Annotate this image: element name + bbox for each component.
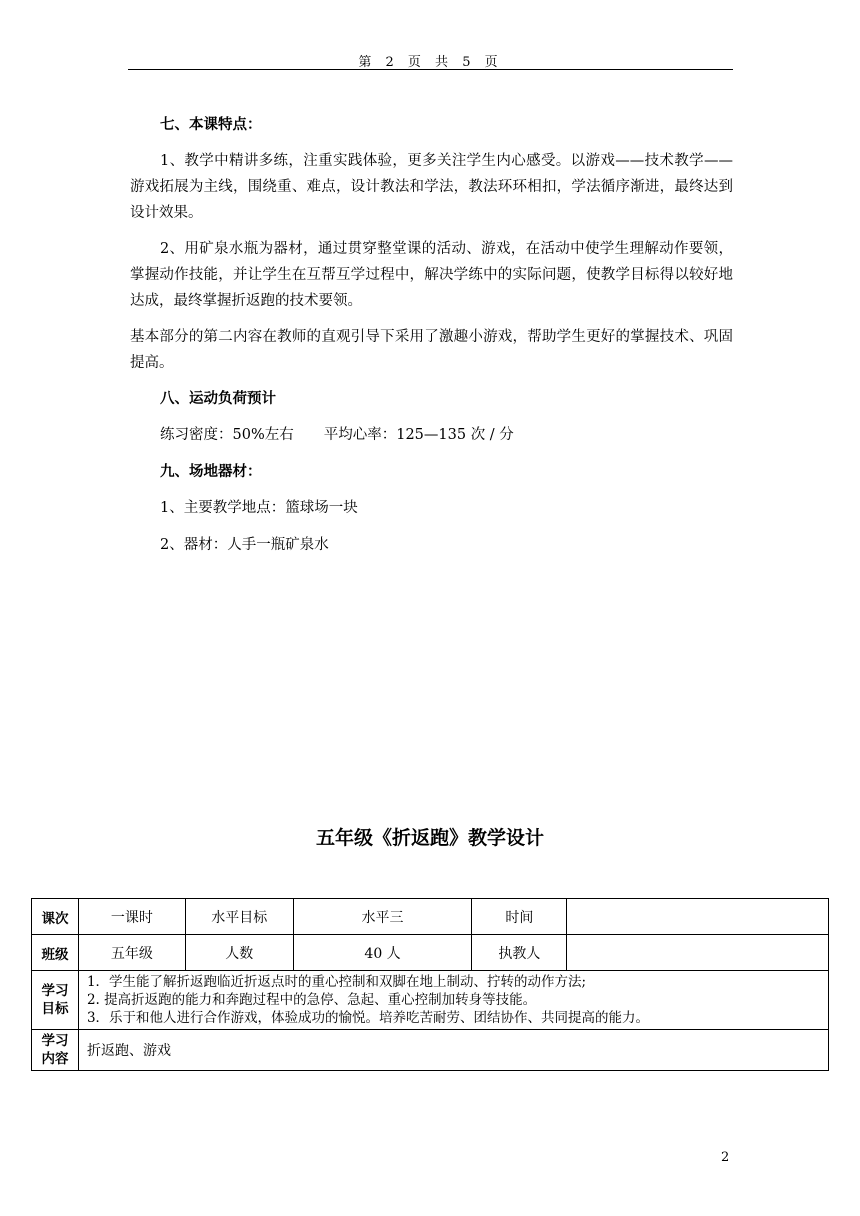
label-teacher: 执教人 [472, 935, 567, 971]
document-title: 五年级《折返跑》教学设计 [315, 827, 544, 849]
content-cell: 折返跑、游戏 [78, 1030, 828, 1071]
label-class: 班级 [32, 935, 79, 971]
goal-item-2: 2. 提高折返跑的能力和奔跑过程中的急停、急起、重心控制加转身等技能。 [86, 992, 537, 1008]
load-heart-rate: 平均心率：125—135 次 / 分 [323, 427, 514, 443]
goals-cell [78, 971, 828, 1030]
label-goals [32, 971, 79, 1030]
value-lesson: 一课时 [78, 899, 185, 935]
table-row-lesson [32, 899, 829, 935]
table-row-content [32, 1030, 829, 1071]
label-lesson: 课次 [32, 899, 79, 935]
lesson-plan-table [31, 898, 829, 1071]
value-time [567, 899, 829, 935]
value-class: 五年级 [78, 935, 185, 971]
load-density: 练习密度：50%左右 [160, 427, 294, 443]
body-text [130, 112, 733, 569]
label-content [32, 1030, 79, 1071]
value-count: 40 人 [293, 935, 472, 971]
label-goals-line-2: 目标 [41, 1001, 69, 1017]
goal-item-1: 1．学生能了解折返跑临近折返点时的重心控制和双脚在地上制动、拧转的动作方法; [86, 974, 587, 990]
page-header: 第 2 页 共 5 页 [358, 55, 503, 70]
venue-item-2: 2、器材：人手一瓶矿泉水 [160, 537, 329, 553]
venue-item-1: 1、主要教学地点：篮球场一块 [160, 500, 358, 516]
table-row-class [32, 935, 829, 971]
features-heading: 七、本课特点： [160, 116, 262, 133]
value-level-goal: 水平三 [293, 899, 472, 935]
label-time: 时间 [472, 899, 567, 935]
features-paragraph-1: 1、教学中精讲多练，注重实践体验，更多关注学生内心感受。以游戏——技术教学——游戏拓展为主线，围绕重、难点，设计教法和学法，教法环环相扣，学法循序渐进，最终达到设计效果。 [130, 153, 733, 221]
load-line [130, 422, 733, 448]
label-content-line-2: 内容 [41, 1051, 69, 1067]
venue-heading: 九、场地器材： [160, 463, 262, 480]
table-row-goals [32, 971, 829, 1030]
label-goals-line-1: 学习 [41, 983, 69, 999]
value-teacher [567, 935, 829, 971]
label-count: 人数 [185, 935, 293, 971]
load-heading: 八、运动负荷预计 [160, 390, 276, 407]
features-paragraph-2: 2、用矿泉水瓶为器材，通过贯穿整堂课的活动、游戏，在活动中使学生理解动作要领，掌握动作技能，并让学生在互帮互学过程中，解决学练中的实际问题，使教学目标得以较好地达成，最终掌握折返跑的技术要领。 [130, 241, 733, 309]
goal-item-3: 3．乐于和他人进行合作游戏，体验成功的愉悦。培养吃苦耐劳、团结协作、共同提高的能力。 [86, 1010, 650, 1026]
label-level-goal: 水平目标 [185, 899, 293, 935]
header-divider [128, 69, 733, 70]
features-paragraph-3: 基本部分的第二内容在教师的直观引导下采用了激趣小游戏，帮助学生更好的掌握技术、巩固提高。 [130, 329, 733, 371]
page-number: 2 [721, 1150, 730, 1165]
label-content-line-1: 学习 [41, 1033, 69, 1049]
